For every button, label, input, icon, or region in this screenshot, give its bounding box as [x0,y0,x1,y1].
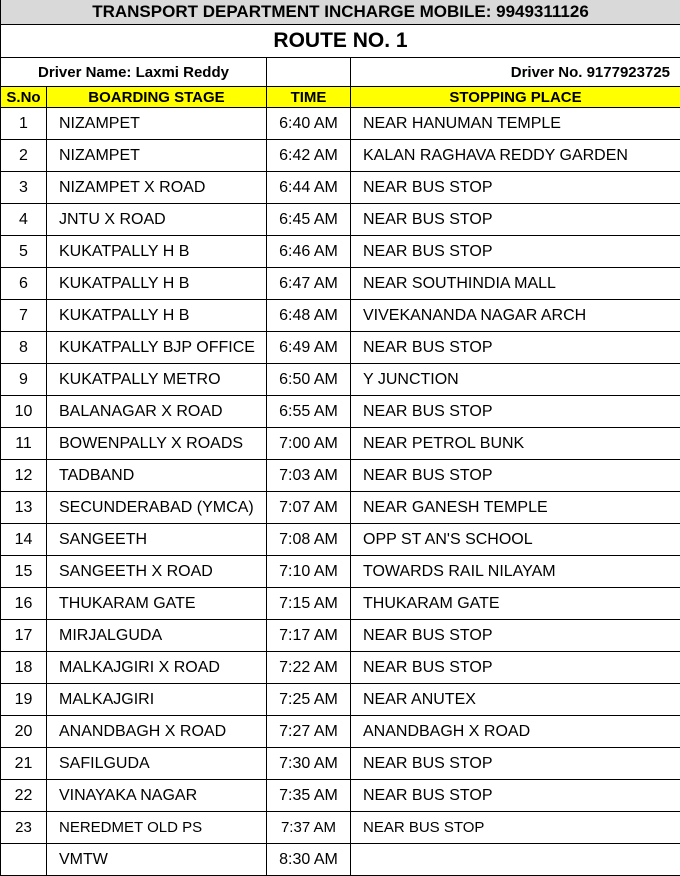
route-number: ROUTE NO. 1 [1,25,680,58]
row-time: 7:17 AM [267,620,351,652]
table-row [1,684,680,716]
row-stop: NEAR BUS STOP [351,812,680,844]
row-sno: 20 [1,716,47,748]
table-row [1,204,680,236]
table-row [1,812,680,844]
row-stop: VIVEKANANDA NAGAR ARCH [351,300,680,332]
row-stage: ANANDBAGH X ROAD [47,716,267,748]
row-stop: Y JUNCTION [351,364,680,396]
row-stage: BALANAGAR X ROAD [47,396,267,428]
row-sno: 15 [1,556,47,588]
row-time: 7:35 AM [267,780,351,812]
row-stage: VINAYAKA NAGAR [47,780,267,812]
driver-spacer [267,58,351,87]
row-stop: NEAR BUS STOP [351,204,680,236]
row-stop: NEAR GANESH TEMPLE [351,492,680,524]
table-row [1,300,680,332]
row-stage: TADBAND [47,460,267,492]
row-time: 6:45 AM [267,204,351,236]
row-sno: 14 [1,524,47,556]
row-time: 7:15 AM [267,588,351,620]
row-time: 7:00 AM [267,428,351,460]
row-time: 7:27 AM [267,716,351,748]
driver-name: Driver Name: Laxmi Reddy [1,58,267,87]
row-time: 7:08 AM [267,524,351,556]
row-time: 7:22 AM [267,652,351,684]
row-time: 6:42 AM [267,140,351,172]
table-row [1,332,680,364]
row-time: 7:10 AM [267,556,351,588]
driver-number: Driver No. 9177923725 [351,58,680,87]
row-stage: SANGEETH X ROAD [47,556,267,588]
table-row [1,748,680,780]
table-row [1,108,680,140]
row-sno: 16 [1,588,47,620]
row-stage: MALKAJGIRI [47,684,267,716]
row-time: 7:30 AM [267,748,351,780]
row-stop: THUKARAM GATE [351,588,680,620]
table-row [1,364,680,396]
row-sno: 9 [1,364,47,396]
column-header-sno: S.No [1,87,47,108]
row-stop: NEAR BUS STOP [351,780,680,812]
row-sno: 1 [1,108,47,140]
row-sno: 8 [1,332,47,364]
row-stop: NEAR SOUTHINDIA MALL [351,268,680,300]
row-stage: KUKATPALLY H B [47,268,267,300]
table-row [1,652,680,684]
row-stop: ANANDBAGH X ROAD [351,716,680,748]
table-row [1,396,680,428]
row-stage: MALKAJGIRI X ROAD [47,652,267,684]
row-stage: NIZAMPET [47,140,267,172]
row-stop: KALAN RAGHAVA REDDY GARDEN [351,140,680,172]
row-time: 6:47 AM [267,268,351,300]
row-stage: SECUNDERABAD (YMCA) [47,492,267,524]
row-stage: KUKATPALLY METRO [47,364,267,396]
row-stage: NEREDMET OLD PS [47,812,267,844]
row-time: 6:44 AM [267,172,351,204]
table-row [1,556,680,588]
row-sno [1,844,47,876]
row-sno: 13 [1,492,47,524]
row-stop: NEAR ANUTEX [351,684,680,716]
row-sno: 11 [1,428,47,460]
row-stage: NIZAMPET X ROAD [47,172,267,204]
table-row [1,172,680,204]
row-stop: TOWARDS RAIL NILAYAM [351,556,680,588]
row-stage: KUKATPALLY BJP OFFICE [47,332,267,364]
table-row [1,844,680,876]
table-row [1,428,680,460]
table-row [1,716,680,748]
row-stop: NEAR BUS STOP [351,620,680,652]
row-stage: SANGEETH [47,524,267,556]
table-row [1,588,680,620]
row-stop: NEAR BUS STOP [351,396,680,428]
department-title: TRANSPORT DEPARTMENT INCHARGE MOBILE: 9949311126 [1,0,680,25]
row-stage: VMTW [47,844,267,876]
row-time: 6:40 AM [267,108,351,140]
table-row [1,620,680,652]
row-sno: 4 [1,204,47,236]
row-time: 6:48 AM [267,300,351,332]
row-time: 6:49 AM [267,332,351,364]
table-row [1,268,680,300]
row-stop: NEAR BUS STOP [351,460,680,492]
row-time: 7:25 AM [267,684,351,716]
column-header-stage: BOARDING STAGE [47,87,267,108]
row-time: 7:07 AM [267,492,351,524]
column-header-time: TIME [267,87,351,108]
row-sno: 10 [1,396,47,428]
row-sno: 2 [1,140,47,172]
row-stop: NEAR BUS STOP [351,652,680,684]
row-stop [351,844,680,876]
table-row [1,140,680,172]
row-sno: 19 [1,684,47,716]
row-sno: 12 [1,460,47,492]
row-stage: KUKATPALLY H B [47,300,267,332]
row-time: 7:37 AM [267,812,351,844]
row-stage: SAFILGUDA [47,748,267,780]
table-row [1,460,680,492]
row-sno: 17 [1,620,47,652]
row-stop: OPP ST AN'S SCHOOL [351,524,680,556]
row-stop: NEAR PETROL BUNK [351,428,680,460]
row-stage: THUKARAM GATE [47,588,267,620]
table-row [1,492,680,524]
row-sno: 23 [1,812,47,844]
row-sno: 18 [1,652,47,684]
row-sno: 5 [1,236,47,268]
row-time: 8:30 AM [267,844,351,876]
row-stop: NEAR BUS STOP [351,172,680,204]
row-stage: BOWENPALLY X ROADS [47,428,267,460]
row-time: 7:03 AM [267,460,351,492]
row-time: 6:46 AM [267,236,351,268]
row-stop: NEAR BUS STOP [351,236,680,268]
row-stage: MIRJALGUDA [47,620,267,652]
row-stage: KUKATPALLY H B [47,236,267,268]
table-row [1,780,680,812]
row-stage: JNTU X ROAD [47,204,267,236]
row-stop: NEAR HANUMAN TEMPLE [351,108,680,140]
row-time: 6:50 AM [267,364,351,396]
row-sno: 3 [1,172,47,204]
row-sno: 6 [1,268,47,300]
row-sno: 7 [1,300,47,332]
row-stop: NEAR BUS STOP [351,748,680,780]
column-header-stop: STOPPING PLACE [351,87,680,108]
table-row [1,524,680,556]
row-sno: 22 [1,780,47,812]
row-sno: 21 [1,748,47,780]
row-stage: NIZAMPET [47,108,267,140]
row-stop: NEAR BUS STOP [351,332,680,364]
table-row [1,236,680,268]
row-time: 6:55 AM [267,396,351,428]
